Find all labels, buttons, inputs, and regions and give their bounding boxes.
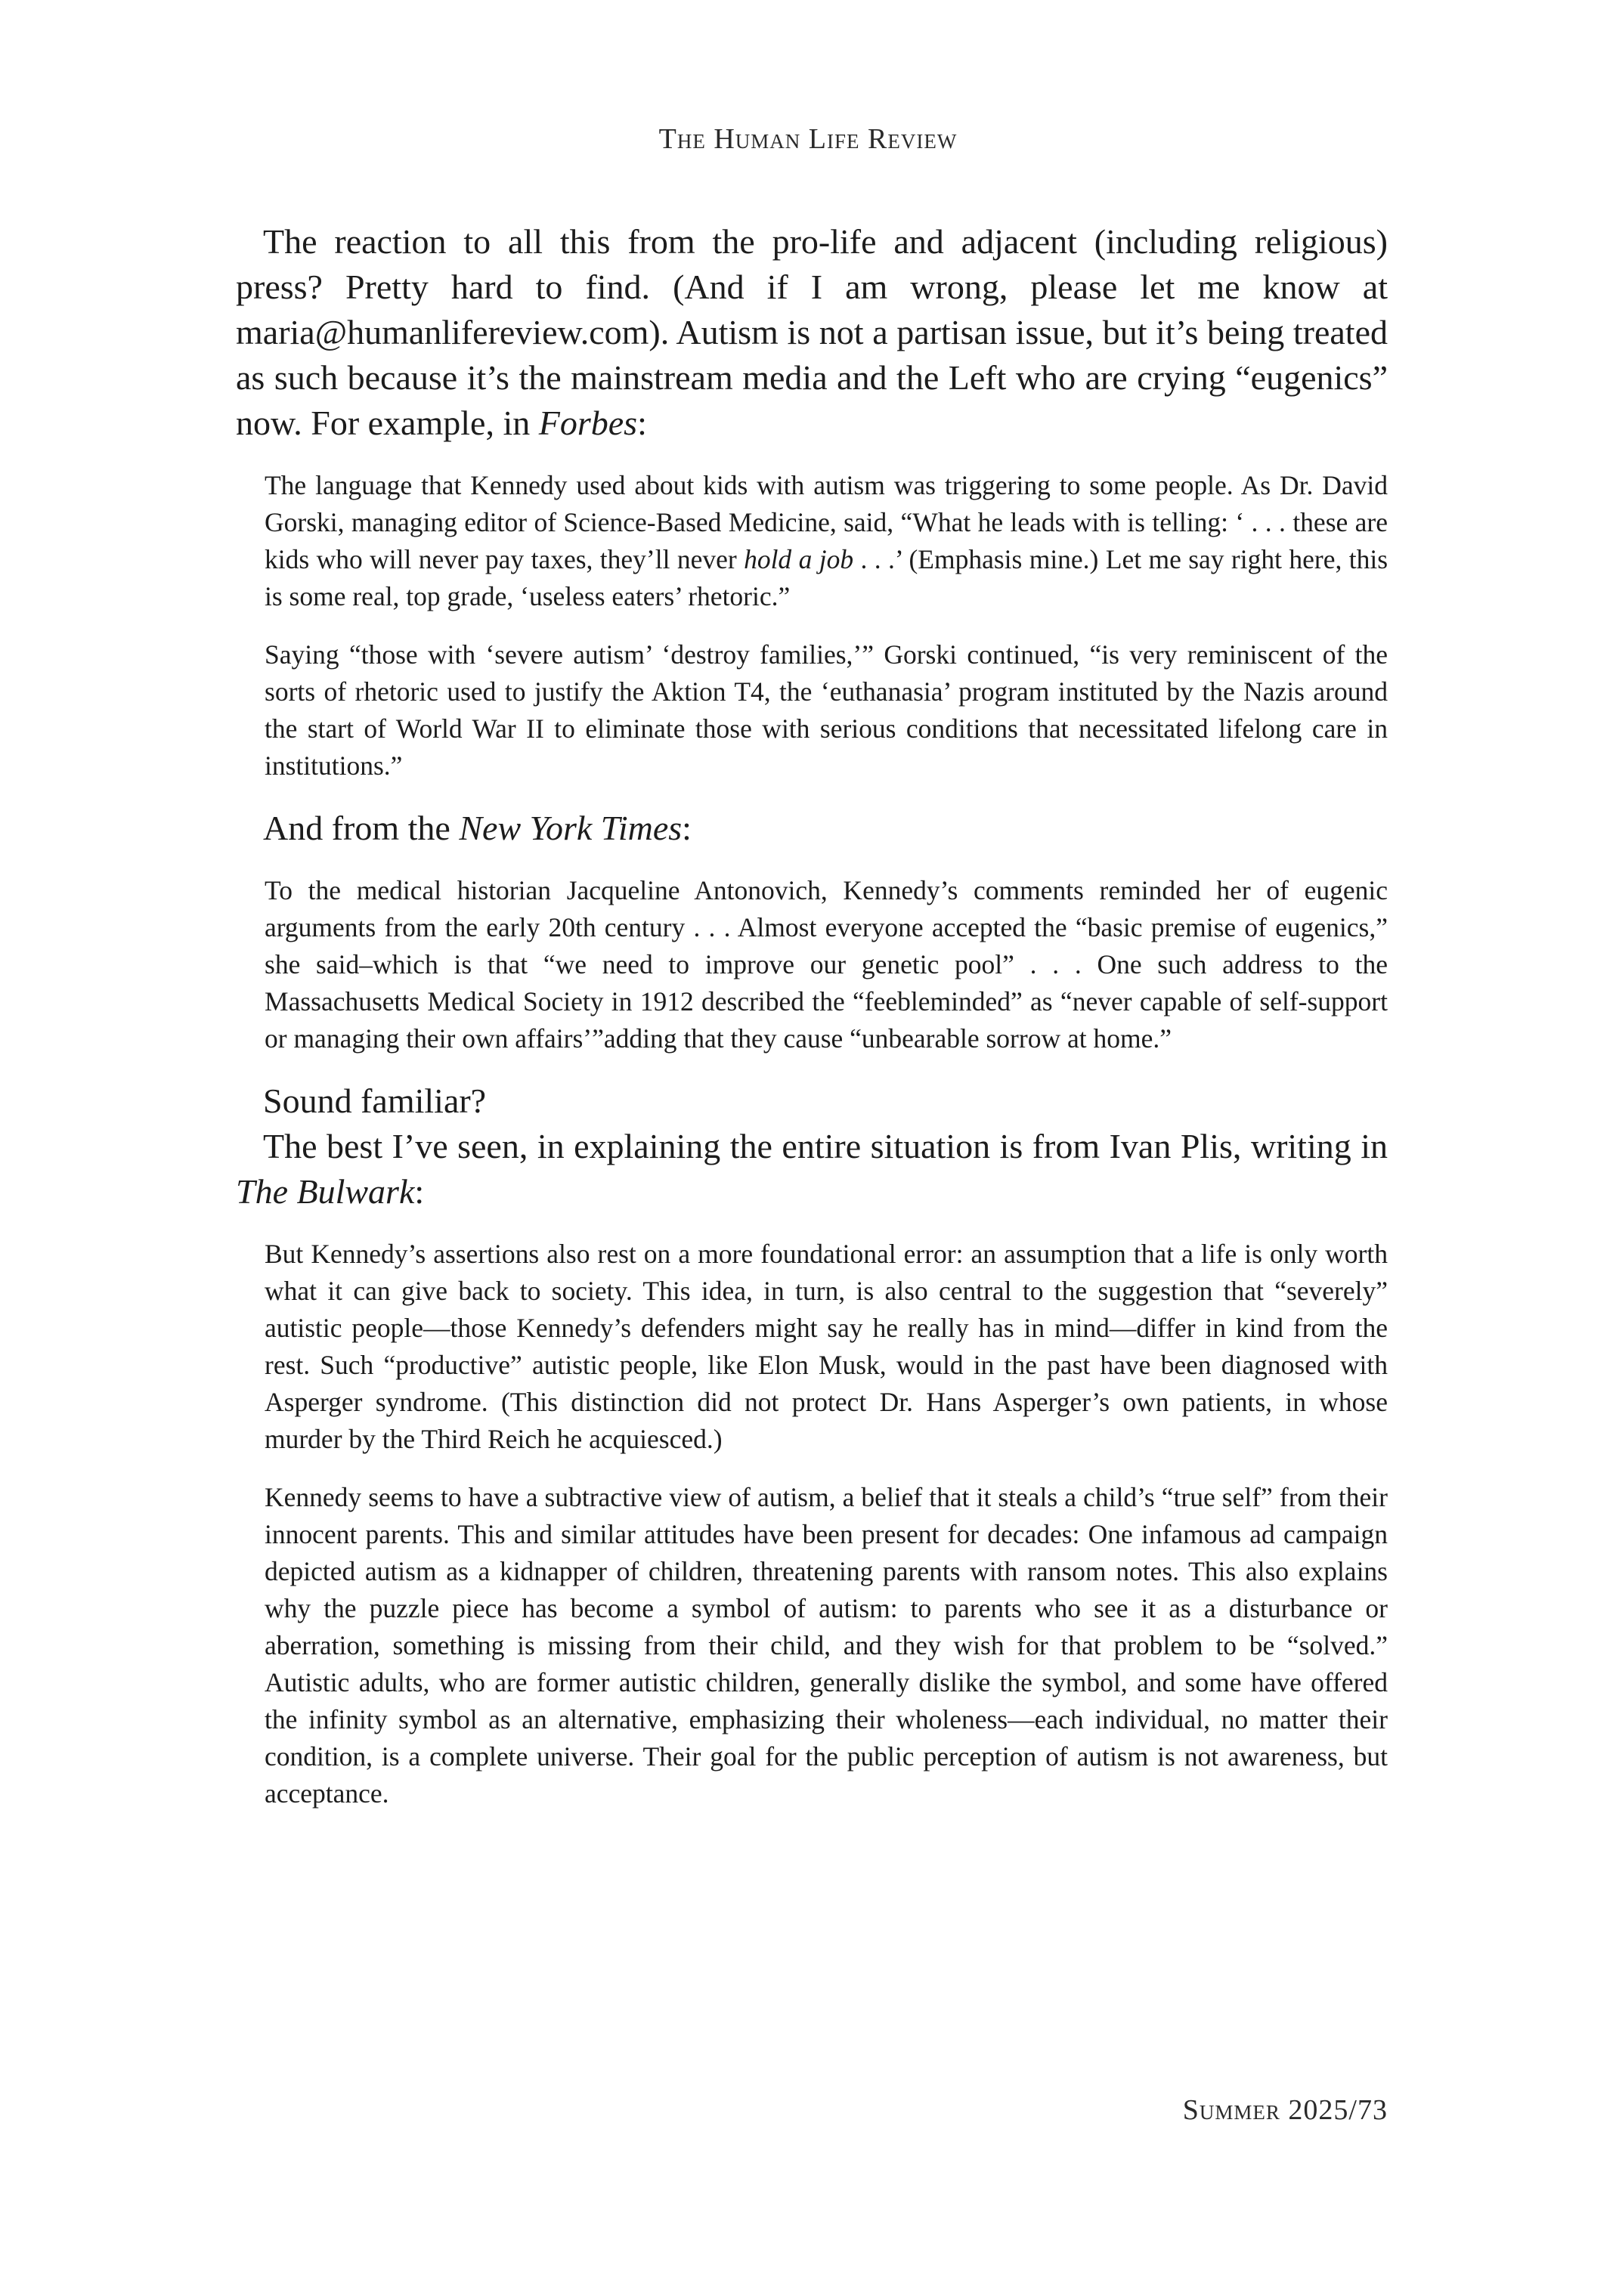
quote-bulwark-paragraph-2: Kennedy seems to have a subtractive view of autism, a belief that it steals a child’s “true self” from their innocent parents. This and similar attitudes have been present for decades: One infamous ad campaign depicted autism as a kidnapper of children, threatening parents with ransom notes. This also explains why the puzzle piece has become a symbol of autism: to parents who see it as a disturbance or aberration, something is missing from their child, and they wish for that problem to be “solved.” Autistic adults, who are former autistic children, generally dislike the symbol, and some have offered the infinity symbol as an alternative, emphasizing their wholeness—each individual, no matter their condition, is a complete universe. Their goal for the public perception of autism is not awareness, but acceptance.: [265, 1482, 1388, 1809]
paragraph-1-text: The reaction to all this from the pro-life and adjacent (including religious) press? Pretty hard to find. (And if I am wrong, please let me know at maria@humanlifereview.com). Autism is not a partisan issue, but it’s being treated as such because it’s the mainstream media and the Left who are crying “eugenics” now. For example, in: [236, 222, 1388, 442]
quote-forbes-paragraph-1: [265, 467, 1388, 615]
paragraph-2: [236, 806, 1388, 851]
paragraph-4-text: The best I’ve seen, in explaining the entire situation is from Ivan Plis, writing in: [263, 1127, 1388, 1165]
blockquote-bulwark: [265, 1236, 1388, 1812]
bulwark-title: The Bulwark: [236, 1172, 415, 1211]
paragraph-4-end: :: [414, 1172, 425, 1211]
running-head: The Human Life Review: [658, 123, 958, 155]
blockquote-forbes: [265, 467, 1388, 784]
quote-forbes-p1-pre: The language that Kennedy used about kids with autism was triggering to some people. As Dr. David Gorski, managing editor of Science-Based Medicine, said, “What he leads with is telling: ‘ . . . these are kids who will never pay taxes, they’ll never: [265, 470, 1388, 574]
quote-forbes-p1-emphasis: hold a job: [744, 544, 854, 574]
paragraph-4: [236, 1124, 1388, 1215]
paragraph-3: Sound familiar?: [263, 1081, 487, 1120]
blockquote-nyt: [265, 872, 1388, 1057]
quote-forbes-p1-post: . . .’ (Emphasis mine.) Let me say right here, this is some real, top grade, ‘useless eaters’ rhetoric.”: [265, 544, 1388, 611]
paragraph-2-text: And from the: [263, 809, 460, 847]
paragraph-1-end: :: [637, 404, 647, 442]
article-body: [236, 219, 1388, 1833]
quote-forbes-paragraph-2: Saying “those with ‘severe autism’ ‘destroy families,’” Gorski continued, “is very reminiscent of the sorts of rhetoric used to justify the Aktion T4, the ‘euthanasia’ program instituted by the Nazis around the start of World War II to eliminate those with serious conditions that necessitated lifelong care in institutions.”: [265, 639, 1388, 781]
quote-bulwark-paragraph-1: But Kennedy’s assertions also rest on a more foundational error: an assumption that a life is only worth what it can give back to society. This idea, in turn, is also central to the suggestion that “severely” autistic people—those Kennedy’s defenders might say he really has in mind—differ in kind from the rest. Such “productive” autistic people, like Elon Musk, would in the past have been diagnosed with Asperger syndrome. (This distinction did not protect Dr. Hans Asperger’s own patients, in whose murder by the Third Reich he acquiesced.): [265, 1239, 1388, 1454]
quote-nyt-paragraph: To the medical historian Jacqueline Antonovich, Kennedy’s comments reminded her of eugenic arguments from the early 20th century . . . Almost everyone accepted the “basic premise of eugenics,” she said–which is that “we need to improve our genetic pool” . . . One such address to the Massachusetts Medical Society in 1912 described the “feebleminded” as “never capable of self-support or managing their own affairs’”adding that they cause “unbearable sorrow at home.”: [265, 875, 1388, 1054]
paragraph-1: [236, 219, 1388, 446]
paragraph-2-end: :: [682, 809, 692, 847]
nyt-title: New York Times: [459, 809, 683, 847]
page-folio: Summer 2025/73: [1182, 2094, 1388, 2126]
forbes-title: Forbes: [538, 404, 638, 442]
